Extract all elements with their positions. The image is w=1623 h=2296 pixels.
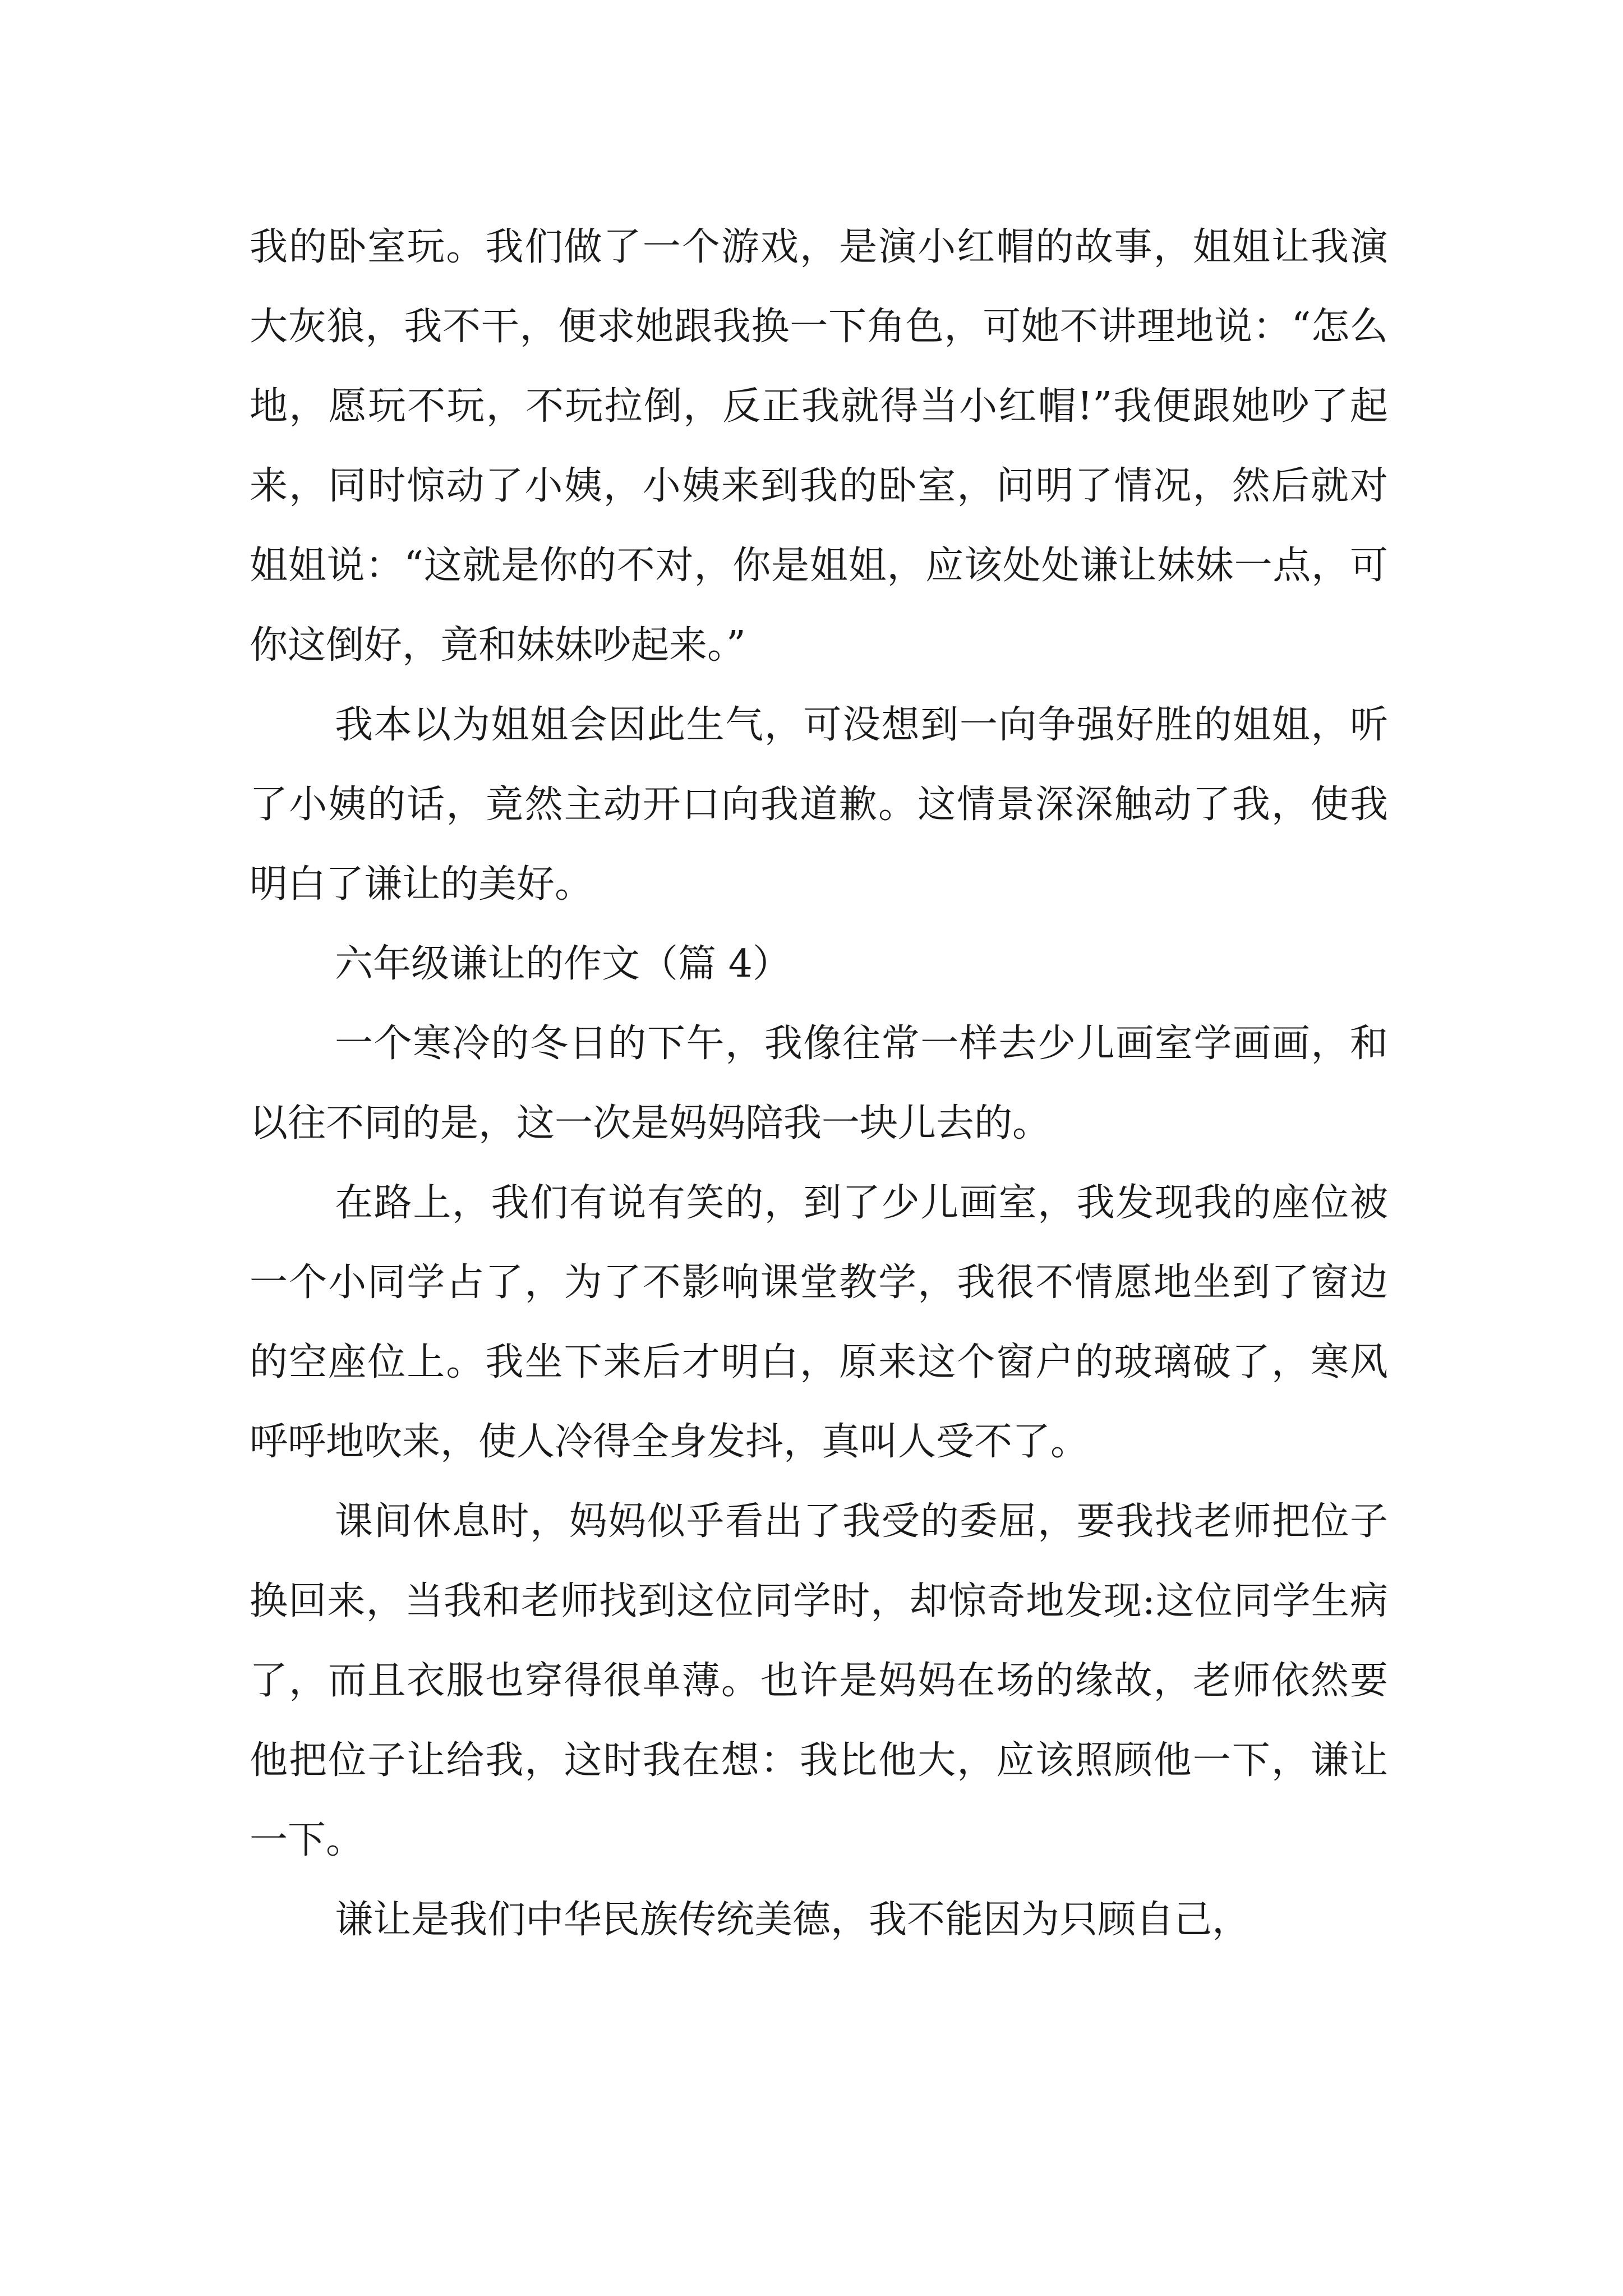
paragraph: 一个寒冷的冬日的下午，我像往常一样去少儿画室学画画，和以往不同的是，这一次是妈妈陪我一块儿去的。 <box>250 1022 1388 1145</box>
paragraph: 谦让是我们中华民族传统美德，我不能因为只顾自己， <box>335 1898 1251 1942</box>
document-body <box>250 208 1388 1960</box>
paragraph: 在路上，我们有说有笑的，到了少儿画室，我发现我的座位被一个小同学占了，为了不影响课堂教学，我很不情愿地坐到了窗边的空座位上。我坐下来后才明白，原来这个窗户的玻璃破了，寒风呼呼地吹来，使人冷得全身发抖，真叫人受不了。 <box>250 1181 1388 1464</box>
paragraph: 我本以为姐姐会因此生气，可没想到一向争强好胜的姐姐，听了小姨的话，竟然主动开口向我道歉。这情景深深触动了我，使我明白了谦让的美好。 <box>250 703 1388 907</box>
paragraph: 课间休息时，妈妈似乎看出了我受的委屈，要我找老师把位子换回来，当我和老师找到这位同学时，却惊奇地发现:这位同学生病了，而且衣服也穿得很单薄。也许是妈妈在场的缘故，老师依然要他把位子让给我，这时我在想：我比他大，应该照顾他一下，谦让一下。 <box>250 1499 1388 1862</box>
paragraph-continued: 我的卧室玩。我们做了一个游戏，是演小红帽的故事，姐姐让我演大灰狼，我不干，便求她跟我换一下角色，可她不讲理地说：“怎么地，愿玩不玩，不玩拉倒，反正我就得当小红帽!”我便跟她吵了起来，同时惊动了小姨，小姨来到我的卧室，问明了情况，然后就对姐姐说：“这就是你的不对，你是姐姐，应该处处谦让妹妹一点，可你这倒好，竟和妹妹吵起来。” <box>250 225 1388 668</box>
section-heading: 六年级谦让的作文（篇 4） <box>335 942 791 986</box>
